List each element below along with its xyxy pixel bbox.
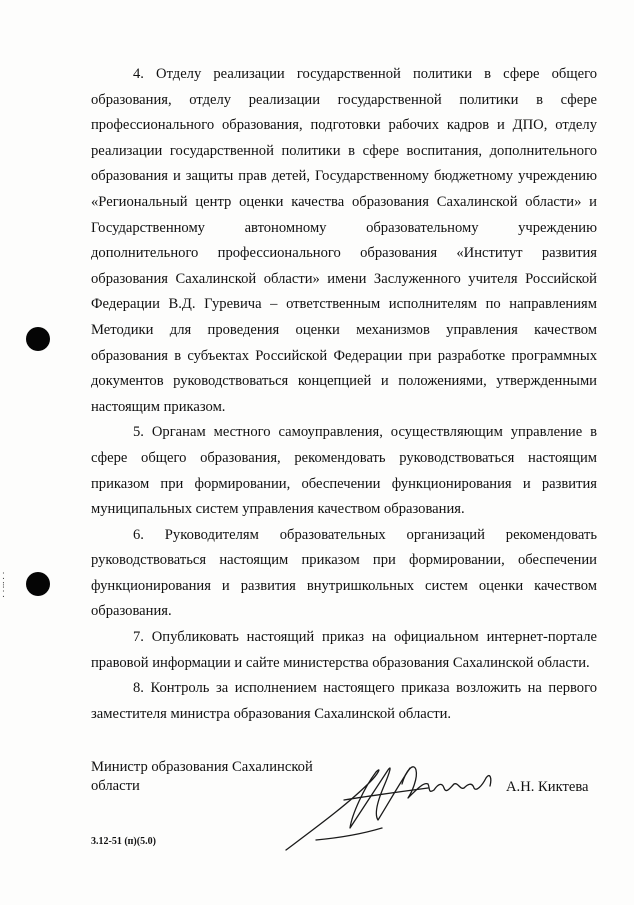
order-body <box>91 62 597 727</box>
paragraph-7: 7. Опубликовать настоящий приказ на официальном интернет-портале правовой информации и сайте министерства образования Сахалинской области. <box>91 629 597 671</box>
signer-title: Министр образования Сахалинской области <box>91 759 313 794</box>
punch-hole <box>26 572 50 596</box>
document-code: 3.12-51 (п)(5.0) <box>91 836 156 847</box>
paragraph-5: 5. Органам местного самоуправления, осуществляющим управление в сфере общего образования, рекомендовать руководствоваться настоящим приказом при формировании, обеспечении функционирования и развития муниципальных систем управления качеством образования. <box>91 424 597 518</box>
paragraph-4: 4. Отделу реализации государственной политики в сфере общего образования, отделу реализации государственной политики в сфере профессионального образования, подготовки рабочих кадров и ДПО, отделу реализации государственной политики в сфере воспитания, дополнительного образования и защиты прав детей, Государственному бюджетному учреждению «Региональный центр оценки качества образования Сахалинской области» и Государственному автономному образовательному учреждению дополнительного профессионального образования «Институт развития образования Сахалинской области» имени Заслуженного учителя Российской Федерации В.Д. Гуревича – ответственным исполнителям по направлениям Методики для проведения оценки механизмов управления качеством образования в субъектах Российской Федерации при разработке программных документов руководствоваться концепцией и положениями, утвержденными настоящим приказом. <box>91 66 597 415</box>
paragraph-8: 8. Контроль за исполнением настоящего приказа возложить на первого заместителя министра образования Сахалинской области. <box>91 680 597 722</box>
punch-hole <box>26 327 50 351</box>
handwritten-signature <box>278 748 508 858</box>
paragraph-6: 6. Руководителям образовательных организаций рекомендовать руководствоваться настоящим приказом при формировании, обеспечении функционирования и развития внутришкольных систем оценки качеством образования. <box>91 526 597 620</box>
signer-name: А.Н. Киктева <box>506 779 589 795</box>
scan-edge-marks: ⁚ ⁝ ⁚ <box>2 571 5 599</box>
